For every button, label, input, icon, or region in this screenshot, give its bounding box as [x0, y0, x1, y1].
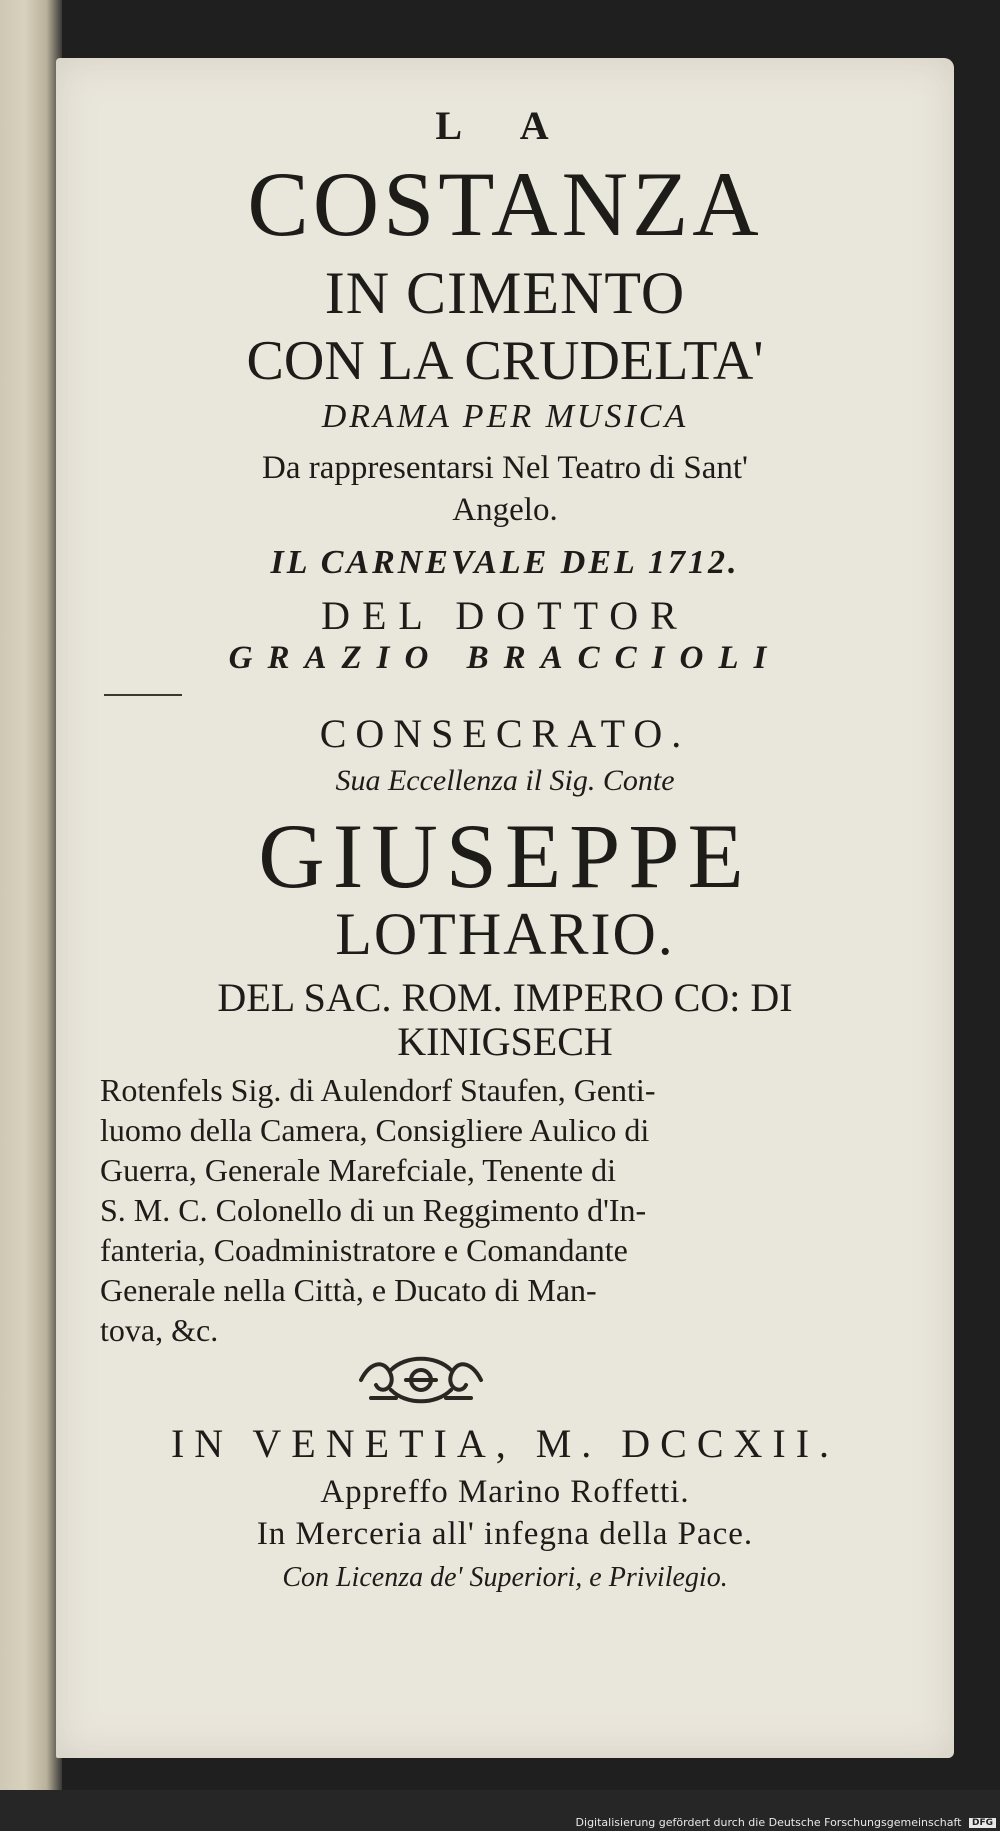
title-line-3: CON LA CRUDELTA' — [246, 330, 764, 392]
printers-ornament-icon — [351, 1350, 491, 1410]
title-line-1: COSTANZA — [247, 153, 763, 255]
author-prefix: DEL DOTTOR — [321, 593, 689, 638]
dedication-heading: CONSECRATO. — [319, 711, 691, 756]
digitization-credit — [576, 1816, 996, 1829]
dfg-logo-icon: DFG — [969, 1818, 996, 1828]
dedication-line: Sua Eccellenza il Sig. Conte — [335, 764, 675, 797]
dedicatee-line-2: LOTHARIO. — [335, 901, 675, 967]
credit-text: Digitalisierung gefördert durch die Deutsche Forschungsgemeinschaft — [575, 1816, 962, 1829]
title-article: L A — [435, 103, 575, 148]
venue-line-2: Angelo. — [452, 492, 558, 528]
imprint-line-1: IN VENETIA, M. DCCXII. — [170, 1421, 840, 1466]
title-line-2: IN CIMENTO — [324, 260, 686, 326]
book-spine — [0, 0, 62, 1831]
imprint-line-2: Appreffo Marino Roffetti. — [320, 1474, 690, 1510]
dedicatee-titles — [100, 1070, 880, 1350]
season-line: IL CARNEVALE DEL 1712. — [270, 544, 740, 581]
titles-line-6: Generale nella Città, e Ducato di Man- — [100, 1272, 597, 1308]
venue-line-1: Da rappresentarsi Nel Teatro di Sant' — [262, 450, 748, 486]
titles-line-4: S. M. C. Colonello di un Reggimento d'In- — [100, 1192, 647, 1228]
imprint-line-4: Con Licenza de' Superiori, e Privilegio. — [282, 1562, 728, 1593]
titles-line-1: Rotenfels Sig. di Aulendorf Staufen, Genti- — [100, 1072, 656, 1108]
dedicatee-line-4: KINIGSECH — [397, 1019, 613, 1064]
imprint-line-3: In Merceria all' infegna della Pace. — [256, 1516, 754, 1552]
dedicatee-line-3: DEL SAC. ROM. IMPERO CO: DI — [217, 975, 793, 1020]
title-page — [56, 58, 954, 1758]
titles-line-3: Guerra, Generale Marefciale, Tenente di — [100, 1152, 616, 1188]
titles-line-7: tova, &c. — [100, 1312, 219, 1348]
author-name: GRAZIO BRACCIOLI — [228, 640, 782, 676]
titles-line-2: luomo della Camera, Consigliere Aulico di — [100, 1112, 650, 1148]
titles-line-5: fanteria, Coadministratore e Comandante — [100, 1232, 628, 1268]
separator-rule — [104, 694, 182, 696]
genre-line: DRAMA PER MUSICA — [321, 398, 689, 435]
dedicatee-line-1: GIUSEPPE — [258, 805, 752, 907]
